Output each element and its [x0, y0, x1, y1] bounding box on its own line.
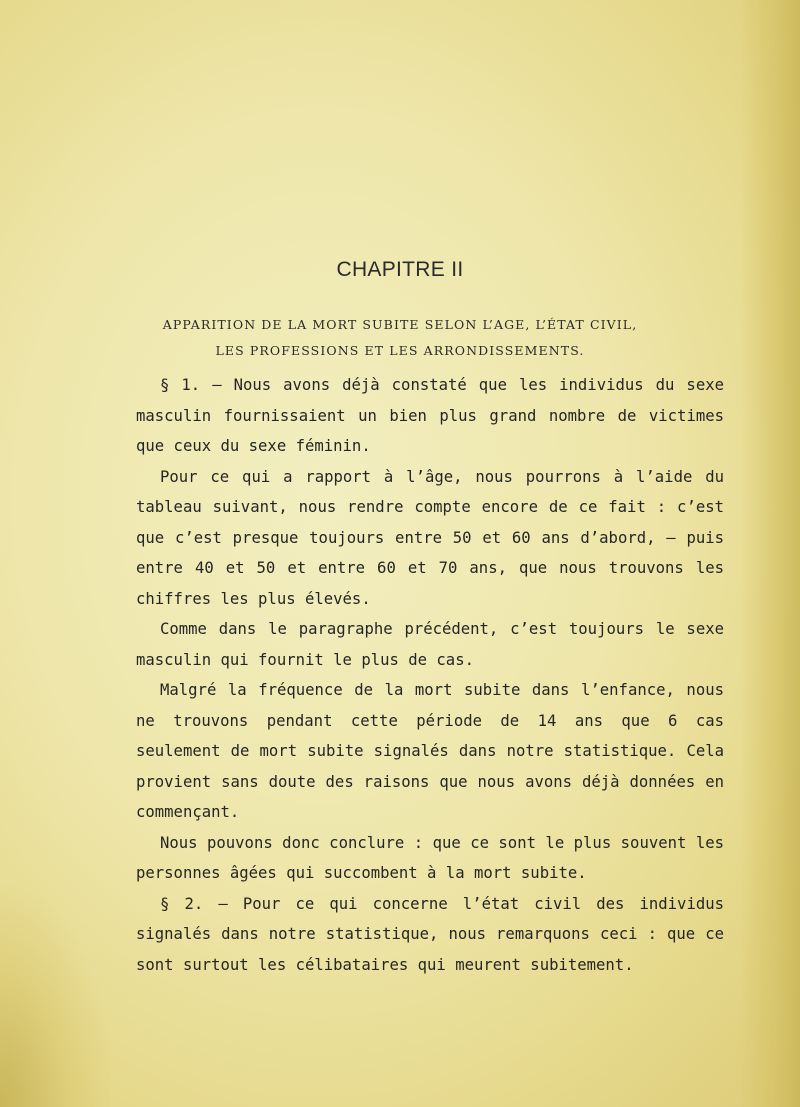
paragraph-section-1: § 1. — Nous avons déjà constaté que les individus du sexe masculin fournissaient un bien plus grand nombre de victimes que ceux du sexe féminin.	[136, 376, 724, 455]
paragraph-conclusion: Nous pouvons donc conclure : que ce sont le plus souvent les personnes âgées qui succombent à la mort subite.	[136, 833, 724, 882]
chapter-subtitle-line-2: LES PROFESSIONS ET LES ARRONDISSEMENTS.	[215, 343, 585, 358]
page-edge-shading	[740, 0, 800, 1107]
paragraph-age: Pour ce qui a rapport à l’âge, nous pourrons à l’aide du tableau suivant, nous rendre compte encore de ce fait : c’est que c’est presque toujours entre 50 et 60 ans d’abord, — puis entre 40 et 50 et entre 60 et 70 ans, que nous trouvons les chiffres les plus élevés.	[136, 467, 724, 608]
page-corner-stain	[0, 887, 110, 1107]
body-text	[136, 370, 724, 980]
chapter-subtitle-line-1: APPARITION DE LA MORT SUBITE SELON L’AGE, L’ÉTAT CIVIL,	[162, 317, 638, 332]
paragraph-section-2: § 2. — Pour ce qui concerne l’état civil des individus signalés dans notre statistique, nous remarquons ceci : que ce sont surtout les célibataires qui meurent subitement.	[136, 894, 724, 974]
paragraph-childhood: Malgré la fréquence de la mort subite dans l’enfance, nous ne trouvons pendant cette période de 14 ans que 6 cas seulement de mort subite signalés dans notre statistique. Cela provient sans doute des raisons que nous avons déjà données en commençant.	[136, 681, 724, 821]
chapter-title: CHAPITRE II	[336, 258, 464, 281]
paragraph-comparison: Comme dans le paragraphe précédent, c’est toujours le sexe masculin qui fournit le plus de cas.	[136, 620, 724, 669]
